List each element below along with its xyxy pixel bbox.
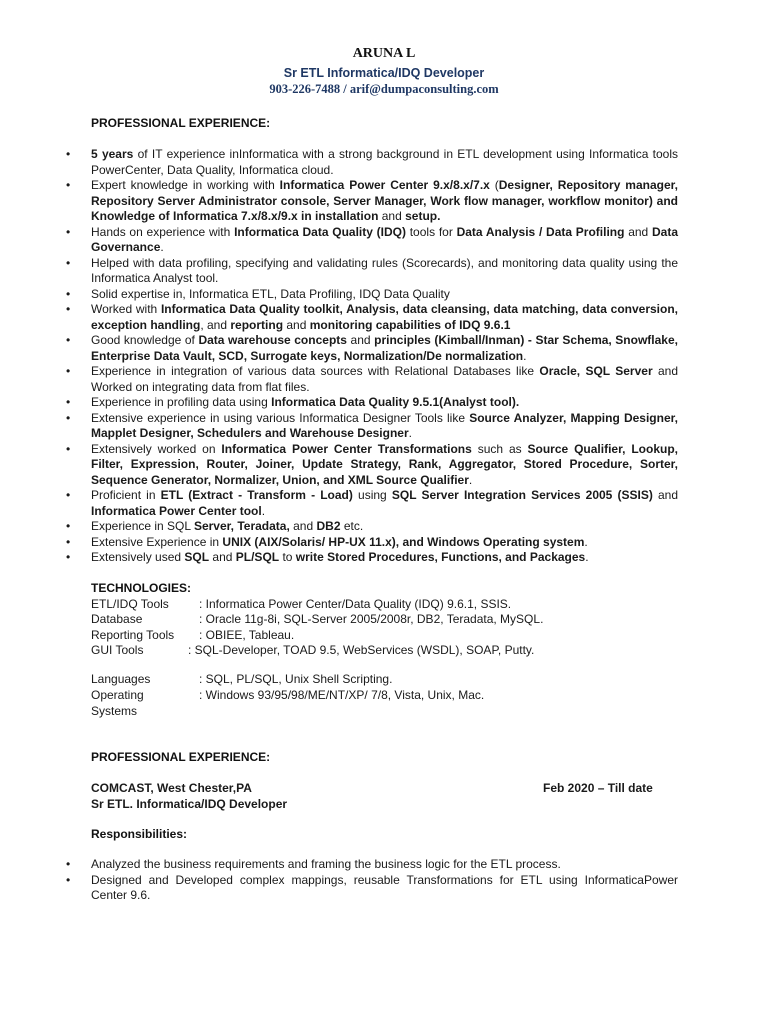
contact-separator: / — [340, 82, 350, 96]
contact-line — [0, 82, 768, 97]
bullet-text: and — [209, 550, 236, 564]
tech-value: : Windows 93/95/98/ME/NT/XP/ 7/8, Vista, Unix, Mac. — [199, 688, 485, 702]
bullet-bold-text: Data Governance — [91, 224, 678, 254]
tech-value: : Oracle 11g-8i, SQL-Server 2005/2008r, DB2, Teradata, MySQL. — [199, 612, 544, 626]
bullet-bold-text: Informatica Data Quality (IDQ) — [234, 224, 406, 239]
bullet-text: . — [523, 348, 527, 363]
summary-bullet — [66, 535, 678, 551]
bullet-bold-text: Informatica Power Center 9.x/8.x/7.x — [279, 178, 490, 192]
bullet-bold-text: ETL (Extract - Transform - Load) — [160, 488, 353, 502]
bullet-text: Hands on experience with — [91, 224, 235, 239]
tech-label: GUI Tools — [91, 643, 144, 657]
bullet-text: Experience in SQL — [91, 519, 194, 533]
summary-bullet — [66, 442, 678, 489]
bullet-text: Worked with — [91, 302, 161, 316]
bullet-text: using — [352, 488, 392, 502]
tech-label: Languages — [91, 672, 151, 686]
summary-bullet — [66, 256, 678, 287]
bullet-text: tools for — [405, 224, 457, 239]
experience-heading: PROFESSIONAL EXPERIENCE: — [91, 750, 271, 764]
bullet-text: such as — [471, 441, 528, 456]
bullet-bold-text: monitoring capabilities of IDQ 9.6.1 — [309, 317, 511, 332]
bullet-text: Extensively used — [91, 550, 185, 564]
summary-bullet — [66, 488, 678, 519]
bullet-bold-text: Source Analyzer, Mapping Designer, Mapplet Designer, Schedulers and Warehouse Designer — [91, 410, 678, 440]
bullet-text: etc. — [340, 519, 364, 533]
bullet-text: Extensive experience in using various Informatica Designer Tools like — [91, 410, 470, 425]
bullet-text: Good knowledge of — [91, 333, 199, 347]
bullet-text: and — [283, 317, 310, 332]
bullet-text: . — [160, 240, 164, 254]
tech-value: : Informatica Power Center/Data Quality (IDQ) 9.6.1, SSIS. — [199, 597, 512, 611]
bullet-text: Proficient in — [91, 488, 161, 502]
bullet-bold-text: Data warehouse concepts — [198, 333, 347, 347]
bullet-text: Helped with data profiling, specifying and validating rules (Scorecards), and monitoring data quality using the Informatica Analyst tool. — [91, 255, 678, 285]
bullet-bold-text: SQL Server Integration Services 2005 (SSIS) — [391, 488, 653, 502]
summary-bullet — [66, 411, 678, 442]
bullet-bold-text: reporting — [230, 317, 284, 332]
bullet-bold-text: write Stored Procedures, Functions, and Packages — [295, 550, 586, 564]
bullet-text: . — [585, 550, 589, 564]
responsibility-item: • Designed and Developed complex mappings, reusable Transformations for ETL using InformaticaPower Center 9.6. — [66, 873, 678, 904]
bullet-text: and — [652, 488, 678, 502]
bullet-bold-text: DB2 — [316, 519, 341, 533]
bullet-bold-text: SQL — [184, 550, 210, 564]
email-link[interactable]: arif@dumpaconsulting.com — [349, 82, 499, 96]
responsibility-item: • Analyzed the business requirements and framing the business logic for the ETL process. — [66, 857, 678, 873]
bullet-text: . — [261, 503, 266, 518]
bullet-bold-text: 5 years — [91, 147, 134, 161]
tech-label: Reporting Tools — [91, 628, 175, 642]
bullet-bold-text: UNIX (AIX/Solaris/ HP-UX 11.x), and Windows Operating system — [222, 534, 585, 549]
bullet-bold-text: Server, Teradata, — [193, 519, 290, 533]
bullet-text: , and — [200, 317, 231, 332]
tech-label: Database — [91, 612, 143, 626]
bullet-text: Experience in profiling data using — [91, 395, 272, 409]
tech-value: : SQL, PL/SQL, Unix Shell Scripting. — [199, 672, 393, 686]
bullet-text: and Worked on integrating data from flat files. — [91, 364, 678, 394]
summary-bullet — [66, 333, 678, 364]
summary-bullet — [66, 550, 678, 566]
bullet-text: Extensively worked on — [91, 441, 222, 456]
summary-bullet — [66, 395, 678, 411]
employment-dates: Feb 2020 – Till date — [543, 781, 653, 795]
bullet-text: . — [408, 426, 412, 440]
tech-label: ETL/IDQ Tools — [91, 597, 169, 611]
bullet-bold-text: Oracle, SQL Server — [539, 364, 653, 378]
bullet-bold-text: setup. — [405, 209, 441, 223]
bullet-bold-text: Informatica Data Quality toolkit, Analysis, data cleansing, data matching, data conversion, exception handling — [91, 302, 678, 332]
bullet-text: . — [468, 472, 473, 487]
bullet-bold-text: Source Qualifier, Lookup, Filter, Expression, Router, Joiner, Update Strategy, Rank, Aggregator, Stored Procedure, Sorter, Sequence Generator, Normalizer, Union, and XML Source Qualifier — [91, 441, 678, 487]
bullet-bold-text: Informatica Power Center Transformations — [221, 441, 472, 456]
job-role: Sr ETL. Informatica/IDQ Developer — [91, 797, 288, 811]
bullet-text: and — [624, 224, 652, 239]
bullet-text: and — [378, 209, 406, 223]
company-name: COMCAST, West Chester,PA — [91, 781, 252, 795]
bullet-bold-text: Designer, Repository manager, Repository Server Administrator console, Server Manager, Work flow manager, workflow monitor) and Knowledge of Informatica 7.x/8.x/9.x in installation — [91, 178, 678, 223]
bullet-text: . — [584, 534, 588, 549]
technologies-heading: TECHNOLOGIES: — [91, 581, 192, 595]
candidate-name: ARUNA L — [352, 46, 416, 61]
responsibilities-list — [66, 857, 678, 904]
bullet-bold-text: Informatica Data Quality 9.5.1(Analyst tool). — [271, 395, 520, 409]
bullet-bold-text: Data Analysis / Data Profiling — [456, 224, 625, 239]
bullet-text: to — [279, 550, 296, 564]
bullet-text: of IT experience inInformatica with a strong background in ETL development using Informatica tools PowerCenter, Data Quality, Informatica cloud. — [91, 147, 678, 177]
summary-bullet — [66, 287, 678, 303]
tech-label: Operating — [91, 688, 144, 702]
responsibilities-heading: Responsibilities: — [91, 827, 188, 841]
tech-label: Systems — [91, 704, 138, 718]
bullet-text: Solid expertise in, Informatica ETL, Data Profiling, IDQ Data Quality — [91, 286, 450, 301]
candidate-title: Sr ETL Informatica/IDQ Developer — [283, 66, 485, 80]
bullet-bold-text: PL/SQL — [235, 550, 280, 564]
phone-number: 903-226-7488 — [269, 82, 341, 96]
bullet-text: and — [346, 333, 375, 347]
bullet-text: and — [289, 519, 317, 533]
bullet-bold-text: Informatica Power Center tool — [91, 503, 262, 518]
summary-bullet — [66, 519, 678, 535]
tech-value: : OBIEE, Tableau. — [199, 628, 295, 642]
summary-heading: PROFESSIONAL EXPERIENCE: — [91, 116, 271, 130]
summary-bullet — [66, 225, 678, 256]
bullet-text: ( — [489, 178, 499, 192]
bullet-text: Expert knowledge in working with — [91, 178, 280, 192]
summary-bullet — [66, 364, 678, 395]
bullet-text: Experience in integration of various data sources with Relational Databases like — [91, 364, 540, 378]
tech-value: : SQL-Developer, TOAD 9.5, WebServices (WSDL), SOAP, Putty. — [188, 643, 535, 657]
summary-bullet-list — [66, 147, 678, 566]
bullet-text: Extensive Experience in — [91, 534, 223, 549]
summary-bullet — [66, 147, 678, 178]
summary-bullet — [66, 302, 678, 333]
summary-bullet — [66, 178, 678, 225]
bullet-bold-text: principles (Kimball/Inman) - Star Schema, Snowflake, Enterprise Data Vault, SCD, Surrogate keys, Normalization/De normalization — [91, 333, 678, 363]
